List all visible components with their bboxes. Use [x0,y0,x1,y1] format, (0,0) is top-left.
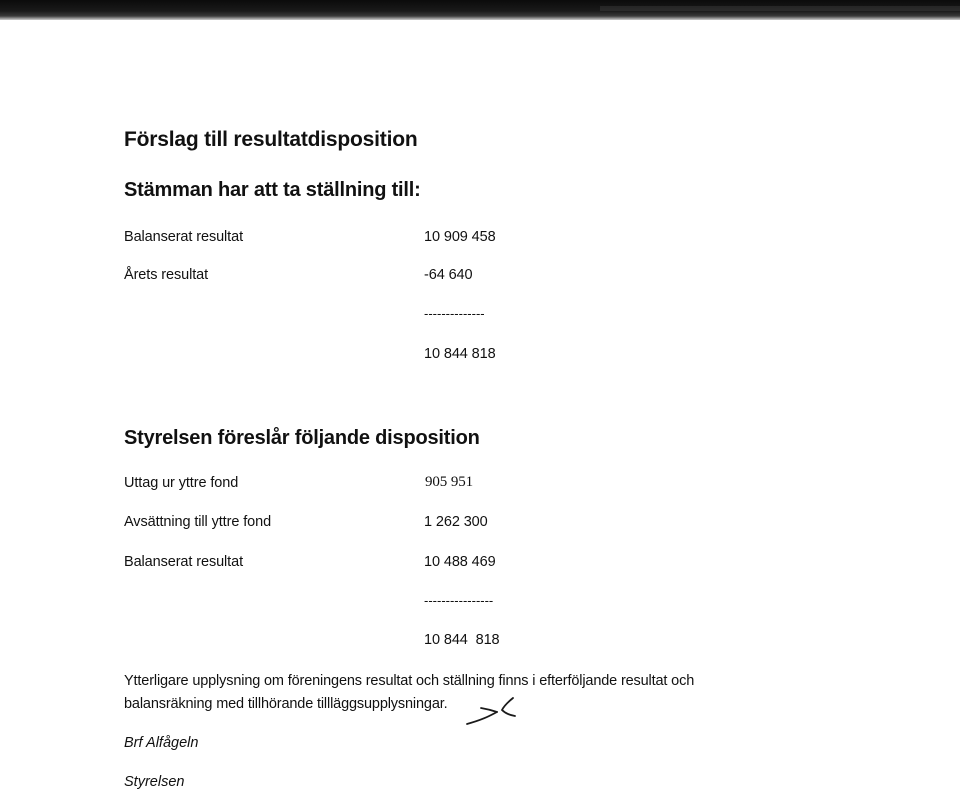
paragraph-line-1: Ytterligare upplysning om föreningens resultat och ställning finns i efterföljande resultat och [124,673,695,689]
section2-row-1-value: 905 951 [425,474,474,490]
paragraph-line-2: balansräkning med tillhörande tillläggsupplysningar. [124,696,448,712]
section2-row-3-label: Balanserat resultat [124,554,243,570]
section2-separator: ---------------- [424,593,494,608]
section2-row-2-label: Avsättning till yttre fond [124,514,272,530]
section1-row-2-label: Årets resultat [124,267,209,283]
scan-edge-bar [0,0,960,20]
section2-row-1-label: Uttag ur yttre fond [124,475,239,491]
section2-heading: Styrelsen föreslår följande disposition [124,427,480,449]
board-label: Styrelsen [124,774,185,790]
signature-mark [453,692,523,726]
section1-heading: Stämman har att ta ställning till: [124,179,421,201]
organization-name: Brf Alfågeln [124,735,199,751]
section1-total: 10 844 818 [424,346,496,362]
section1-row-1-value: 10 909 458 [424,229,496,245]
section1-row-2-value: -64 640 [424,267,473,283]
section2-total: 10 844 818 [424,632,500,648]
section1-row-1-label: Balanserat resultat [124,229,243,245]
section1-separator: -------------- [424,306,485,321]
section2-row-3-value: 10 488 469 [424,554,496,570]
section2-row-2-value: 1 262 300 [424,514,488,530]
document-title: Förslag till resultatdisposition [124,128,418,151]
